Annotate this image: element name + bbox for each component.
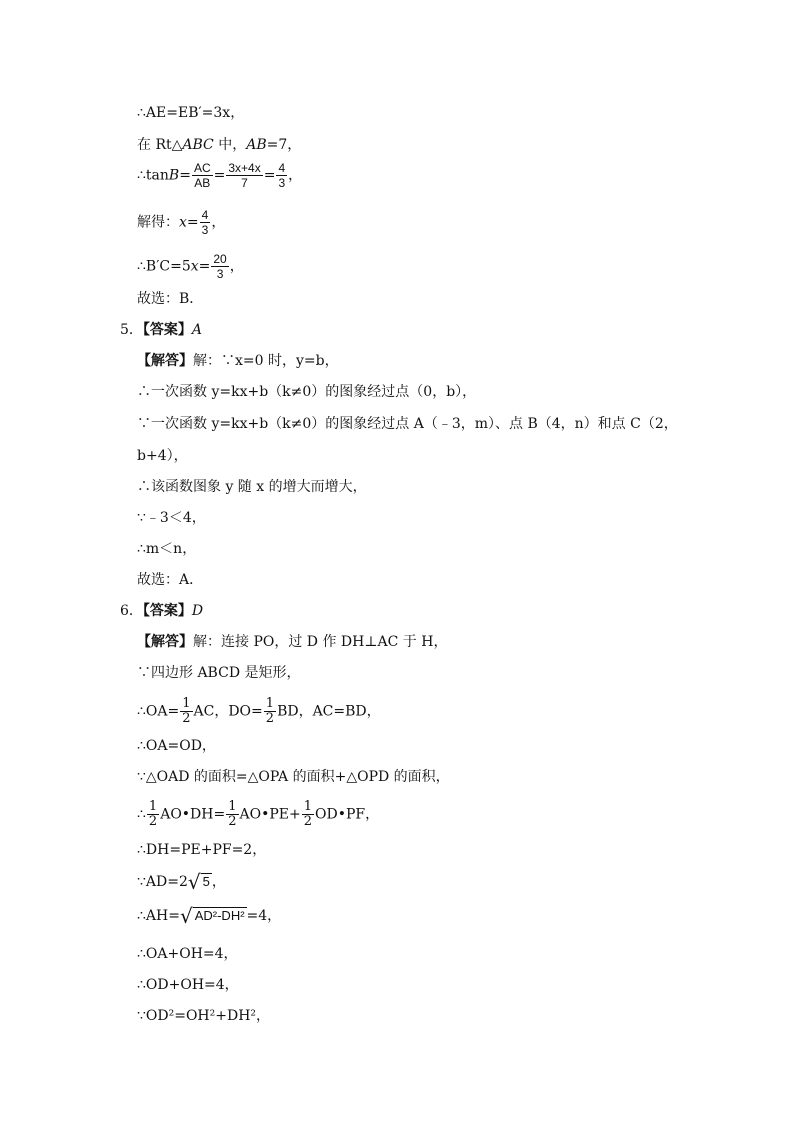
q4-l3-frac1-num: AC — [193, 161, 211, 175]
q6-l6-frac2-den: 2 — [228, 814, 237, 829]
q4-l5-x: x — [190, 258, 199, 275]
q4-l3-eq: = — [179, 167, 191, 184]
q6-solution-l10: ∴OA+OH=4， — [137, 946, 238, 962]
q4-line-ae-eb-text: ∴AE=EB′=3x， — [137, 105, 245, 121]
q6-l9-radicand: AD²-DH² — [194, 908, 245, 923]
q6-l6-a: ∴ — [137, 806, 146, 823]
q6-l6-frac1-num: 1 — [148, 799, 158, 814]
q4-l3-frac2 — [226, 161, 262, 190]
q4-l3-frac1 — [192, 161, 213, 190]
q4-l5-frac-den: 3 — [216, 267, 224, 281]
q4-line-ae-eb — [137, 104, 244, 122]
q6-solution-tag: 【解答】 — [137, 634, 193, 650]
q6-l6-b: AO•DH= — [160, 806, 226, 823]
q6-l3-frac1-den: 2 — [182, 711, 191, 726]
q4-l5-frac-num: 20 — [213, 252, 227, 266]
q4-l3-frac2-den: 7 — [241, 176, 248, 190]
q4-l3-frac2-num: 3x+4x — [228, 161, 261, 175]
q4-l4-frac — [200, 208, 211, 237]
q4-l4-pre: 解得： — [137, 214, 179, 231]
q6-l6-frac3-den: 2 — [303, 814, 312, 829]
q4-l5-frac — [211, 252, 228, 281]
q5-solution-line-7 — [137, 540, 196, 558]
q6-l8-radicand: 5 — [202, 874, 210, 889]
q4-l3-frac3-den: 3 — [278, 176, 286, 190]
q4-l5-end: ， — [229, 258, 244, 275]
q4-l3-frac3-num: 4 — [278, 161, 286, 175]
q6-l9-sqrt — [180, 906, 247, 926]
q4-l3-end: ， — [288, 167, 303, 184]
q4-line-solve — [137, 208, 225, 237]
q5-solution-line-5 — [137, 478, 367, 496]
q4-l3-frac3 — [276, 161, 287, 190]
q4-l3-frac1-den: AB — [194, 176, 211, 190]
q6-l3-frac2 — [264, 697, 276, 726]
q5-solution-line-3 — [137, 415, 678, 433]
q4-l4-frac-num: 4 — [201, 208, 209, 222]
q4-l4-frac-den: 3 — [201, 223, 209, 237]
q5-solution-l6: ∵﹣3＜4， — [137, 510, 206, 526]
q6-l8-sqrt — [188, 872, 212, 892]
q4-l2-a: 在 Rt△ — [137, 137, 183, 153]
q6-l8-a: ∵AD=2 — [137, 874, 188, 890]
q6-l6-c: AO•PE+ — [239, 806, 301, 823]
q6-solution-l2: ∵四边形 ABCD 是矩形， — [137, 665, 301, 681]
q4-l4-eq: = — [186, 214, 199, 231]
q5-solution-line-2 — [137, 383, 476, 401]
q4-l3-b: B — [168, 167, 180, 184]
q6-l3-frac1-num: 1 — [182, 696, 191, 711]
q6-l6-frac2-num: 1 — [228, 799, 237, 814]
q5-number: 5． — [120, 322, 143, 338]
q5-solution-tag: 【解答】 — [137, 353, 193, 369]
q5-answer-tag: 【答案】 — [142, 322, 192, 338]
q6-solution-line-6 — [137, 800, 379, 829]
q6-solution-l5: ∵△OAD 的面积=△OPA 的面积+△OPD 的面积， — [137, 769, 450, 785]
q6-solution-line-2 — [137, 664, 301, 682]
q6-l3-a: ∴OA= — [137, 703, 180, 720]
q6-solution-l7: ∴DH=PE+PF=2， — [137, 842, 267, 858]
q6-solution-line-11 — [137, 976, 239, 994]
q6-solution-l1: 解：连接 PO，过 D 作 DH⊥AC 于 H， — [193, 634, 448, 650]
q6-l6-frac1-den: 2 — [148, 814, 158, 829]
q4-line-tanb — [137, 161, 302, 190]
q4-l5-pre: ∴B′C=5 — [137, 258, 191, 275]
q4-line-bc — [137, 252, 244, 281]
q6-l3-b: AC，DO= — [193, 703, 263, 720]
q5-solution-l7: ∴m＜n， — [137, 541, 197, 557]
q6-answer-line — [120, 602, 203, 620]
q4-l4-x: x — [179, 214, 187, 231]
q5-solution-l5: ∴该函数图象 y 随 x 的增大而增大， — [137, 479, 367, 495]
q6-l6-frac3-num: 1 — [303, 799, 312, 814]
q6-l3-frac1 — [180, 697, 192, 726]
q6-solution-line-7 — [137, 841, 266, 859]
q5-solution-l2: ∴一次函数 y=kx+b（k≠0）的图象经过点（0，b）， — [137, 384, 477, 400]
q6-l6-frac1 — [147, 800, 159, 829]
q4-l4-end: ， — [211, 214, 226, 231]
q6-solution-line-1 — [137, 633, 447, 651]
q6-l6-d: OD•PF， — [315, 806, 380, 823]
q5-answer-value: A — [191, 322, 203, 338]
q6-l9-a: ∴AH= — [137, 908, 180, 924]
q5-solution-l1: 解：∵x=0 时，y=b， — [193, 353, 339, 369]
q6-l9-b: =4， — [246, 908, 282, 924]
q5-solution-line-8 — [137, 571, 203, 589]
q6-solution-line-3 — [137, 697, 381, 726]
q4-l3-eq3: = — [263, 167, 276, 184]
q6-l3-frac2-num: 1 — [265, 696, 275, 711]
q6-solution-l11: ∴OD+OH=4， — [137, 977, 239, 993]
q6-l8-b: ， — [211, 874, 226, 890]
q4-line-choose — [137, 290, 203, 308]
q6-solution-line-5 — [137, 768, 450, 786]
q6-solution-line-12 — [137, 1007, 270, 1025]
q6-l6-frac2 — [226, 800, 238, 829]
q6-solution-line-8 — [137, 872, 226, 892]
q6-l3-c: BD，AC=BD， — [277, 703, 381, 720]
q4-l2-b: ABC — [182, 137, 214, 153]
q6-solution-l4: ∴OA=OD， — [137, 738, 216, 754]
q4-line-rt-abc — [137, 136, 301, 154]
q5-solution-line-4 — [137, 447, 188, 465]
q4-l2-e: =7， — [266, 137, 302, 153]
q6-l3-frac2-den: 2 — [265, 711, 275, 726]
q4-l2-c: 中， — [213, 137, 247, 153]
sqrt-radical-icon: √ — [187, 870, 201, 894]
q4-line-choose-text: 故选：B． — [137, 291, 204, 307]
q6-solution-line-9 — [137, 906, 281, 926]
q5-solution-l4: b+4）， — [137, 448, 188, 464]
q6-solution-line-10 — [137, 945, 238, 963]
q4-l2-d: AB — [246, 137, 267, 153]
q5-answer-line — [120, 321, 202, 339]
q6-answer-tag: 【答案】 — [142, 603, 192, 619]
q4-l3-eq2: = — [213, 167, 226, 184]
q5-solution-l8: 故选：A． — [137, 572, 204, 588]
q5-solution-l3: ∵一次函数 y=kx+b（k≠0）的图象经过点 A（﹣3，m）、点 B（4，n）和点 C（2， — [137, 416, 678, 432]
q5-solution-line-1 — [137, 352, 339, 370]
q6-number: 6． — [120, 603, 143, 619]
q6-solution-l12: ∵OD²=OH²+DH²， — [137, 1008, 271, 1024]
q5-solution-line-6 — [137, 509, 206, 527]
sqrt-radical-icon: √ — [179, 904, 193, 928]
q4-l5-eq: = — [198, 258, 211, 275]
q6-l6-frac3 — [302, 800, 314, 829]
q6-answer-value: D — [191, 603, 204, 619]
q6-solution-line-4 — [137, 737, 216, 755]
q4-l3-pre: ∴tan — [137, 167, 169, 184]
